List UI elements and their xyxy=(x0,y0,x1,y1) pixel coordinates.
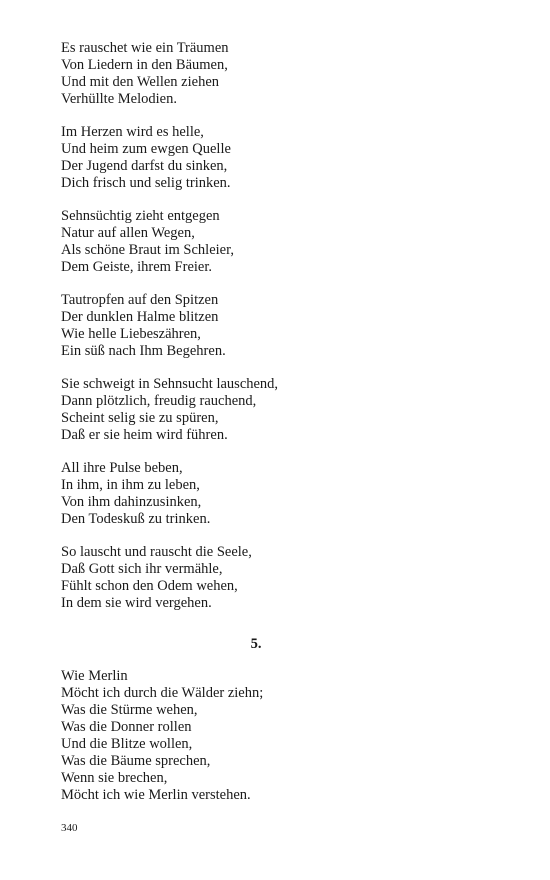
verse-line: Dann plötzlich, freudig rauchend, xyxy=(61,393,257,409)
verse-line: Daß er sie heim wird führen. xyxy=(61,427,228,443)
verse-line: Von ihm dahinzusinken, xyxy=(61,494,202,510)
verse-line: Wie helle Liebeszähren, xyxy=(61,326,201,342)
verse-line: Den Todeskuß zu trinken. xyxy=(61,511,211,527)
verse-line: Ein süß nach Ihm Begehren. xyxy=(61,343,226,359)
verse-line: Was die Stürme wehen, xyxy=(61,702,198,718)
verse-line: Der dunklen Halme blitzen xyxy=(61,309,219,325)
verse-line: Daß Gott sich ihr vermähle, xyxy=(61,561,223,577)
verse-line: Wie Merlin xyxy=(61,668,128,684)
verse-line: Als schöne Braut im Schleier, xyxy=(61,242,234,258)
verse-line: Sie schweigt in Sehnsucht lauschend, xyxy=(61,376,279,392)
verse-line: Scheint selig sie zu spüren, xyxy=(61,410,219,426)
verse-line: Dem Geiste, ihrem Freier. xyxy=(61,259,212,275)
verse-line: Der Jugend darfst du sinken, xyxy=(61,158,228,174)
stanza xyxy=(61,376,461,444)
verse-line: In ihm, in ihm zu leben, xyxy=(61,477,200,493)
verse-line: So lauscht und rauscht die Seele, xyxy=(61,544,252,560)
verse-line: Verhüllte Melodien. xyxy=(61,91,177,107)
page-number: 340 xyxy=(61,822,78,834)
verse-line: Wenn sie brechen, xyxy=(61,770,168,786)
verse-line: Von Liedern in den Bäumen, xyxy=(61,57,228,73)
stanza xyxy=(61,40,461,108)
stanza xyxy=(61,208,461,276)
verse-line: Was die Donner rollen xyxy=(61,719,192,735)
verse-line: Tautropfen auf den Spitzen xyxy=(61,292,219,308)
verse-line: Möcht ich wie Merlin verstehen. xyxy=(61,787,251,803)
stanza xyxy=(61,460,461,528)
verse-line: In dem sie wird vergehen. xyxy=(61,595,212,611)
verse-line: Dich frisch und selig trinken. xyxy=(61,175,231,191)
page-body xyxy=(61,40,461,804)
stanza-poem5 xyxy=(61,668,461,804)
verse-line: Und mit den Wellen ziehen xyxy=(61,74,220,90)
section-number: 5. xyxy=(250,636,262,652)
verse-line: All ihre Pulse beben, xyxy=(61,460,183,476)
verse-line: Und heim zum ewgen Quelle xyxy=(61,141,231,157)
stanza xyxy=(61,124,461,192)
verse-line: Möcht ich durch die Wälder ziehn; xyxy=(61,685,264,701)
verse-line: Es rauschet wie ein Träumen xyxy=(61,40,229,56)
verse-line: Natur auf allen Wegen, xyxy=(61,225,195,241)
verse-line: Im Herzen wird es helle, xyxy=(61,124,204,140)
verse-line: Und die Blitze wollen, xyxy=(61,736,193,752)
verse-line: Sehnsüchtig zieht entgegen xyxy=(61,208,220,224)
verse-line: Was die Bäume sprechen, xyxy=(61,753,211,769)
stanza xyxy=(61,292,461,360)
stanza xyxy=(61,544,461,612)
verse-line: Fühlt schon den Odem wehen, xyxy=(61,578,238,594)
